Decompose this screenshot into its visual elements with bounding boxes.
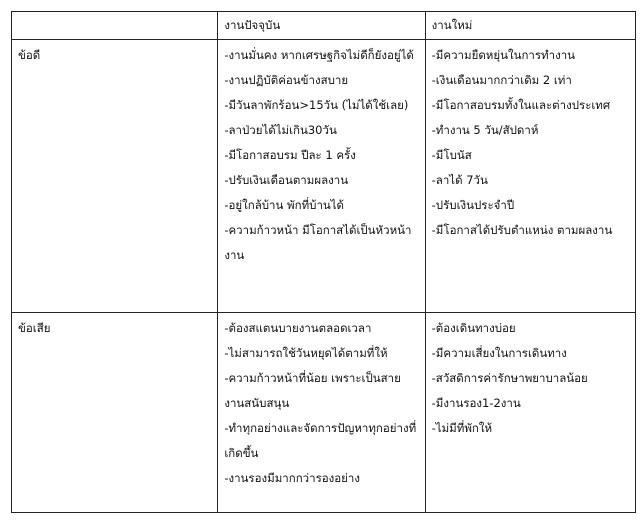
- list-item: -ความก้าวหน้า มีโอกาสได้เป็นหัวหน้างาน: [224, 223, 412, 262]
- list-item: -เงินเดือนมากกว่าเดิม 2 เท่า: [431, 73, 572, 87]
- cons-new-cell: [425, 313, 635, 513]
- pros-current-cell: [218, 40, 425, 313]
- list-item: -ไม่มีที่พักให้: [431, 421, 493, 435]
- list-item: -ลาป่วยได้ไม่เกิน30วัน: [224, 123, 337, 137]
- list-item: -อยู่ใกล้บ้าน พักที่บ้านได้: [224, 198, 345, 212]
- header-blank-text: [12, 12, 217, 14]
- list-item: -ทำงาน 5 วัน/สัปดาห์: [431, 123, 539, 137]
- header-cell-blank: [12, 12, 218, 40]
- cons-label-cell: [12, 313, 218, 513]
- list-item: -มีโอกาสได้ปรับตำแหน่ง ตามผลงาน: [431, 223, 613, 237]
- header-new-job-text: งานใหม่: [431, 18, 473, 32]
- list-item: -มีโอกาสอบรมทั้งในและต่างประเทศ: [431, 98, 611, 112]
- list-item: -ไม่สามารถใช้วันหยุดได้ตามที่ให้: [224, 346, 388, 360]
- list-item: -มีโอกาสอบรม ปีละ 1 ครั้ง: [224, 148, 356, 162]
- list-item: -มีงานรอง1-2งาน: [431, 396, 521, 410]
- list-item: -มีความยืดหยุ่นในการทำงาน: [431, 48, 576, 62]
- pros-row: [12, 40, 636, 313]
- list-item: -งานมั่นคง หากเศรษฐกิจไม่ดีก็ยังอยู่ได้: [224, 48, 414, 62]
- list-item: -ปรับเงินเดือนตามผลงาน: [224, 173, 349, 187]
- cons-current-cell: [218, 313, 425, 513]
- list-item: -มีความเสี่ยงในการเดินทาง: [431, 346, 567, 360]
- header-cell-new-job: [425, 12, 635, 40]
- pros-new-cell: [425, 40, 635, 313]
- list-item: -งานปฏิบัติค่อนข้างสบาย: [224, 73, 349, 87]
- list-item: -ปรับเงินประจำปี: [431, 198, 515, 212]
- list-item: -ต้องเดินทางบ่อย: [431, 321, 516, 335]
- list-item: -งานรองมีมากกว่ารองอย่าง: [224, 471, 360, 485]
- header-cell-current-job: [218, 12, 425, 40]
- pros-label-cell: [12, 40, 218, 313]
- cons-row: [12, 313, 636, 513]
- comparison-table: [11, 11, 636, 513]
- list-item: -ความก้าวหน้าที่น้อย เพราะเป็นสายงานสนับสนุน: [224, 371, 401, 410]
- list-item: -ต้องสแตนบายงานตลอดเวลา: [224, 321, 372, 335]
- list-item: -มีวันลาพักร้อน>15วัน (ไม่ได้ใช้เลย): [224, 98, 409, 112]
- header-current-job-text: งานปัจจุบัน: [224, 18, 281, 32]
- list-item: -ลาได้ 7วัน: [431, 173, 488, 187]
- pros-label: ข้อดี: [18, 48, 41, 62]
- list-item: -มีโบนัส: [431, 148, 472, 162]
- header-row: [12, 12, 636, 40]
- list-item: -สวัสดิการค่ารักษาพยาบาลน้อย: [431, 371, 588, 385]
- cons-label: ข้อเสีย: [18, 321, 51, 335]
- list-item: -ทำทุกอย่างและจัดการปัญหาทุกอย่างที่เกิดขึ้น: [224, 421, 417, 460]
